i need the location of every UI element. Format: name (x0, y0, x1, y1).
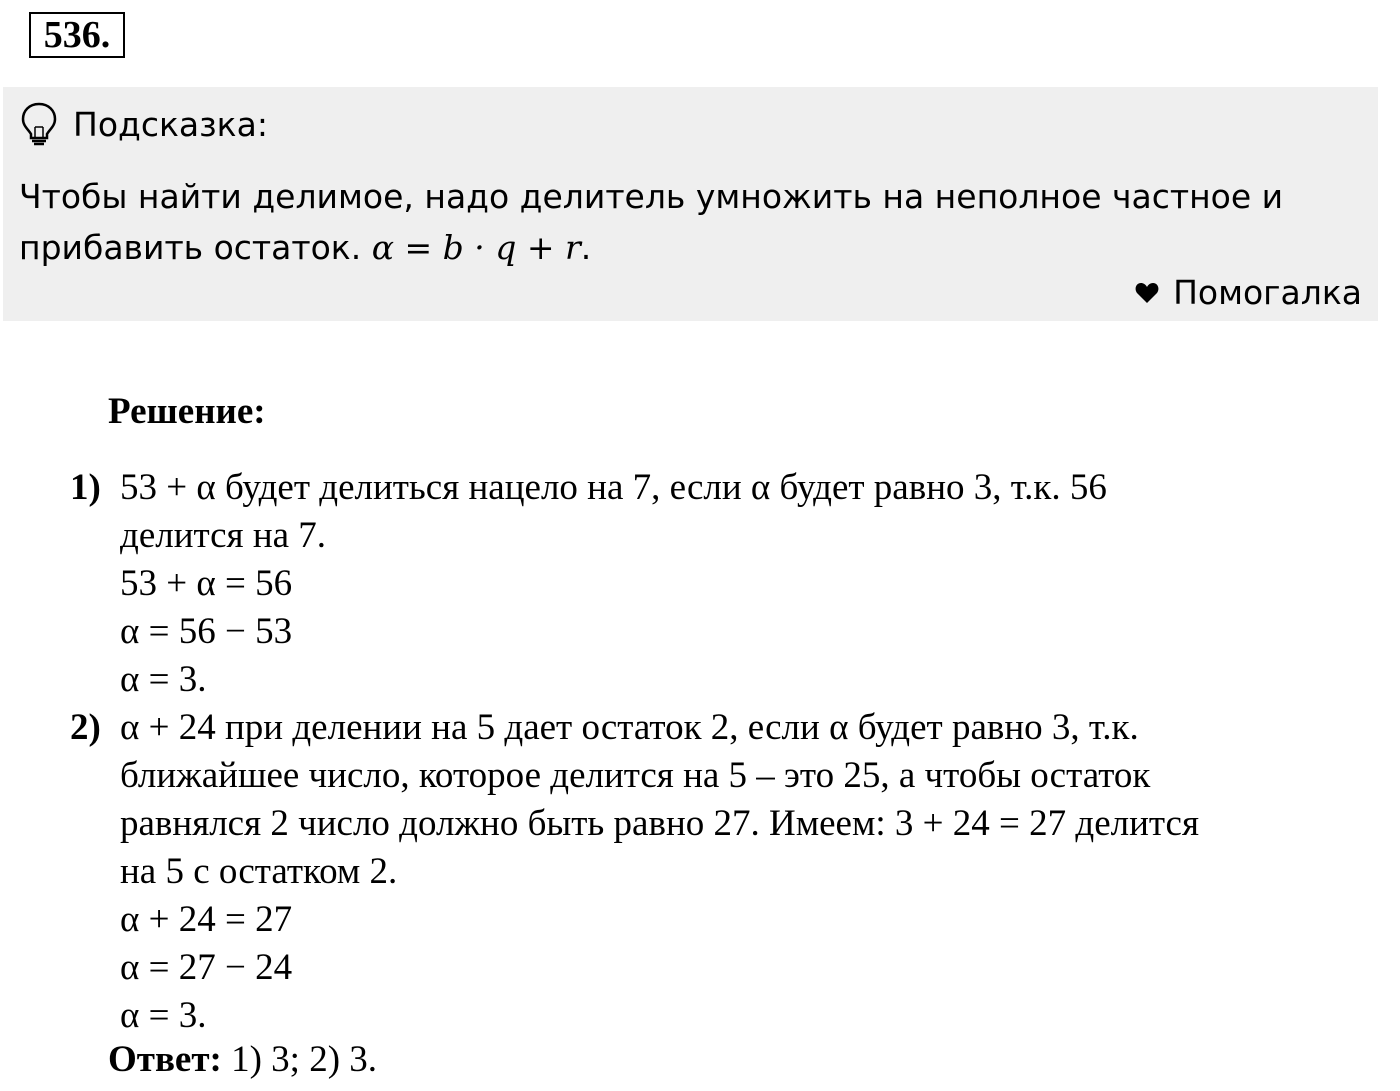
solution-line: равнялся 2 число должно быть равно 27. Имеем: 3 + 24 = 27 делится (120, 803, 1199, 844)
solution-line: α + 24 при делении на 5 дает остаток 2, если α будет равно 3, т.к. (120, 707, 1139, 748)
problem-number: 536. (29, 12, 125, 58)
solution-line: на 5 с остатком 2. (120, 851, 398, 892)
hint-text-main: Чтобы найти делимое, надо делитель умножить на неполное частное и прибавить остаток. (19, 177, 1284, 267)
hint-box (3, 87, 1378, 321)
hint-text-end: . (580, 228, 592, 267)
answer-label: Ответ: (108, 1039, 222, 1080)
equation-line: α = 3. (120, 995, 207, 1036)
solution-line: делится на 7. (120, 515, 327, 556)
equation-line: α = 56 − 53 (120, 611, 293, 652)
item-number: 1) (70, 467, 101, 508)
hint-title: Подсказка: (73, 104, 268, 144)
hint-header (19, 101, 268, 147)
answer (108, 1036, 377, 1084)
equation-line: α + 24 = 27 (120, 899, 293, 940)
credit-label: Помогалка (1173, 273, 1362, 312)
solution-title: Решение: (108, 391, 266, 432)
hint-text (19, 171, 1359, 273)
solution-line: ближайшее число, которое делится на 5 – это 25, а чтобы остаток (120, 755, 1151, 796)
equation-line: α = 27 − 24 (120, 947, 293, 988)
heart-icon (1135, 282, 1159, 304)
equation-line: α = 3. (120, 659, 207, 700)
solution-line: 53 + α будет делиться нацело на 7, если α будет равно 3, т.к. 56 (120, 467, 1107, 508)
lightbulb-icon (19, 101, 59, 147)
equation-line: 53 + α = 56 (120, 563, 293, 604)
hint-formula: α = b · q + r (371, 228, 581, 267)
answer-value: 1) 3; 2) 3. (221, 1039, 378, 1080)
item-body (120, 464, 1370, 704)
credit (1135, 273, 1362, 312)
item-body (120, 704, 1370, 1040)
item-number: 2) (70, 707, 101, 748)
